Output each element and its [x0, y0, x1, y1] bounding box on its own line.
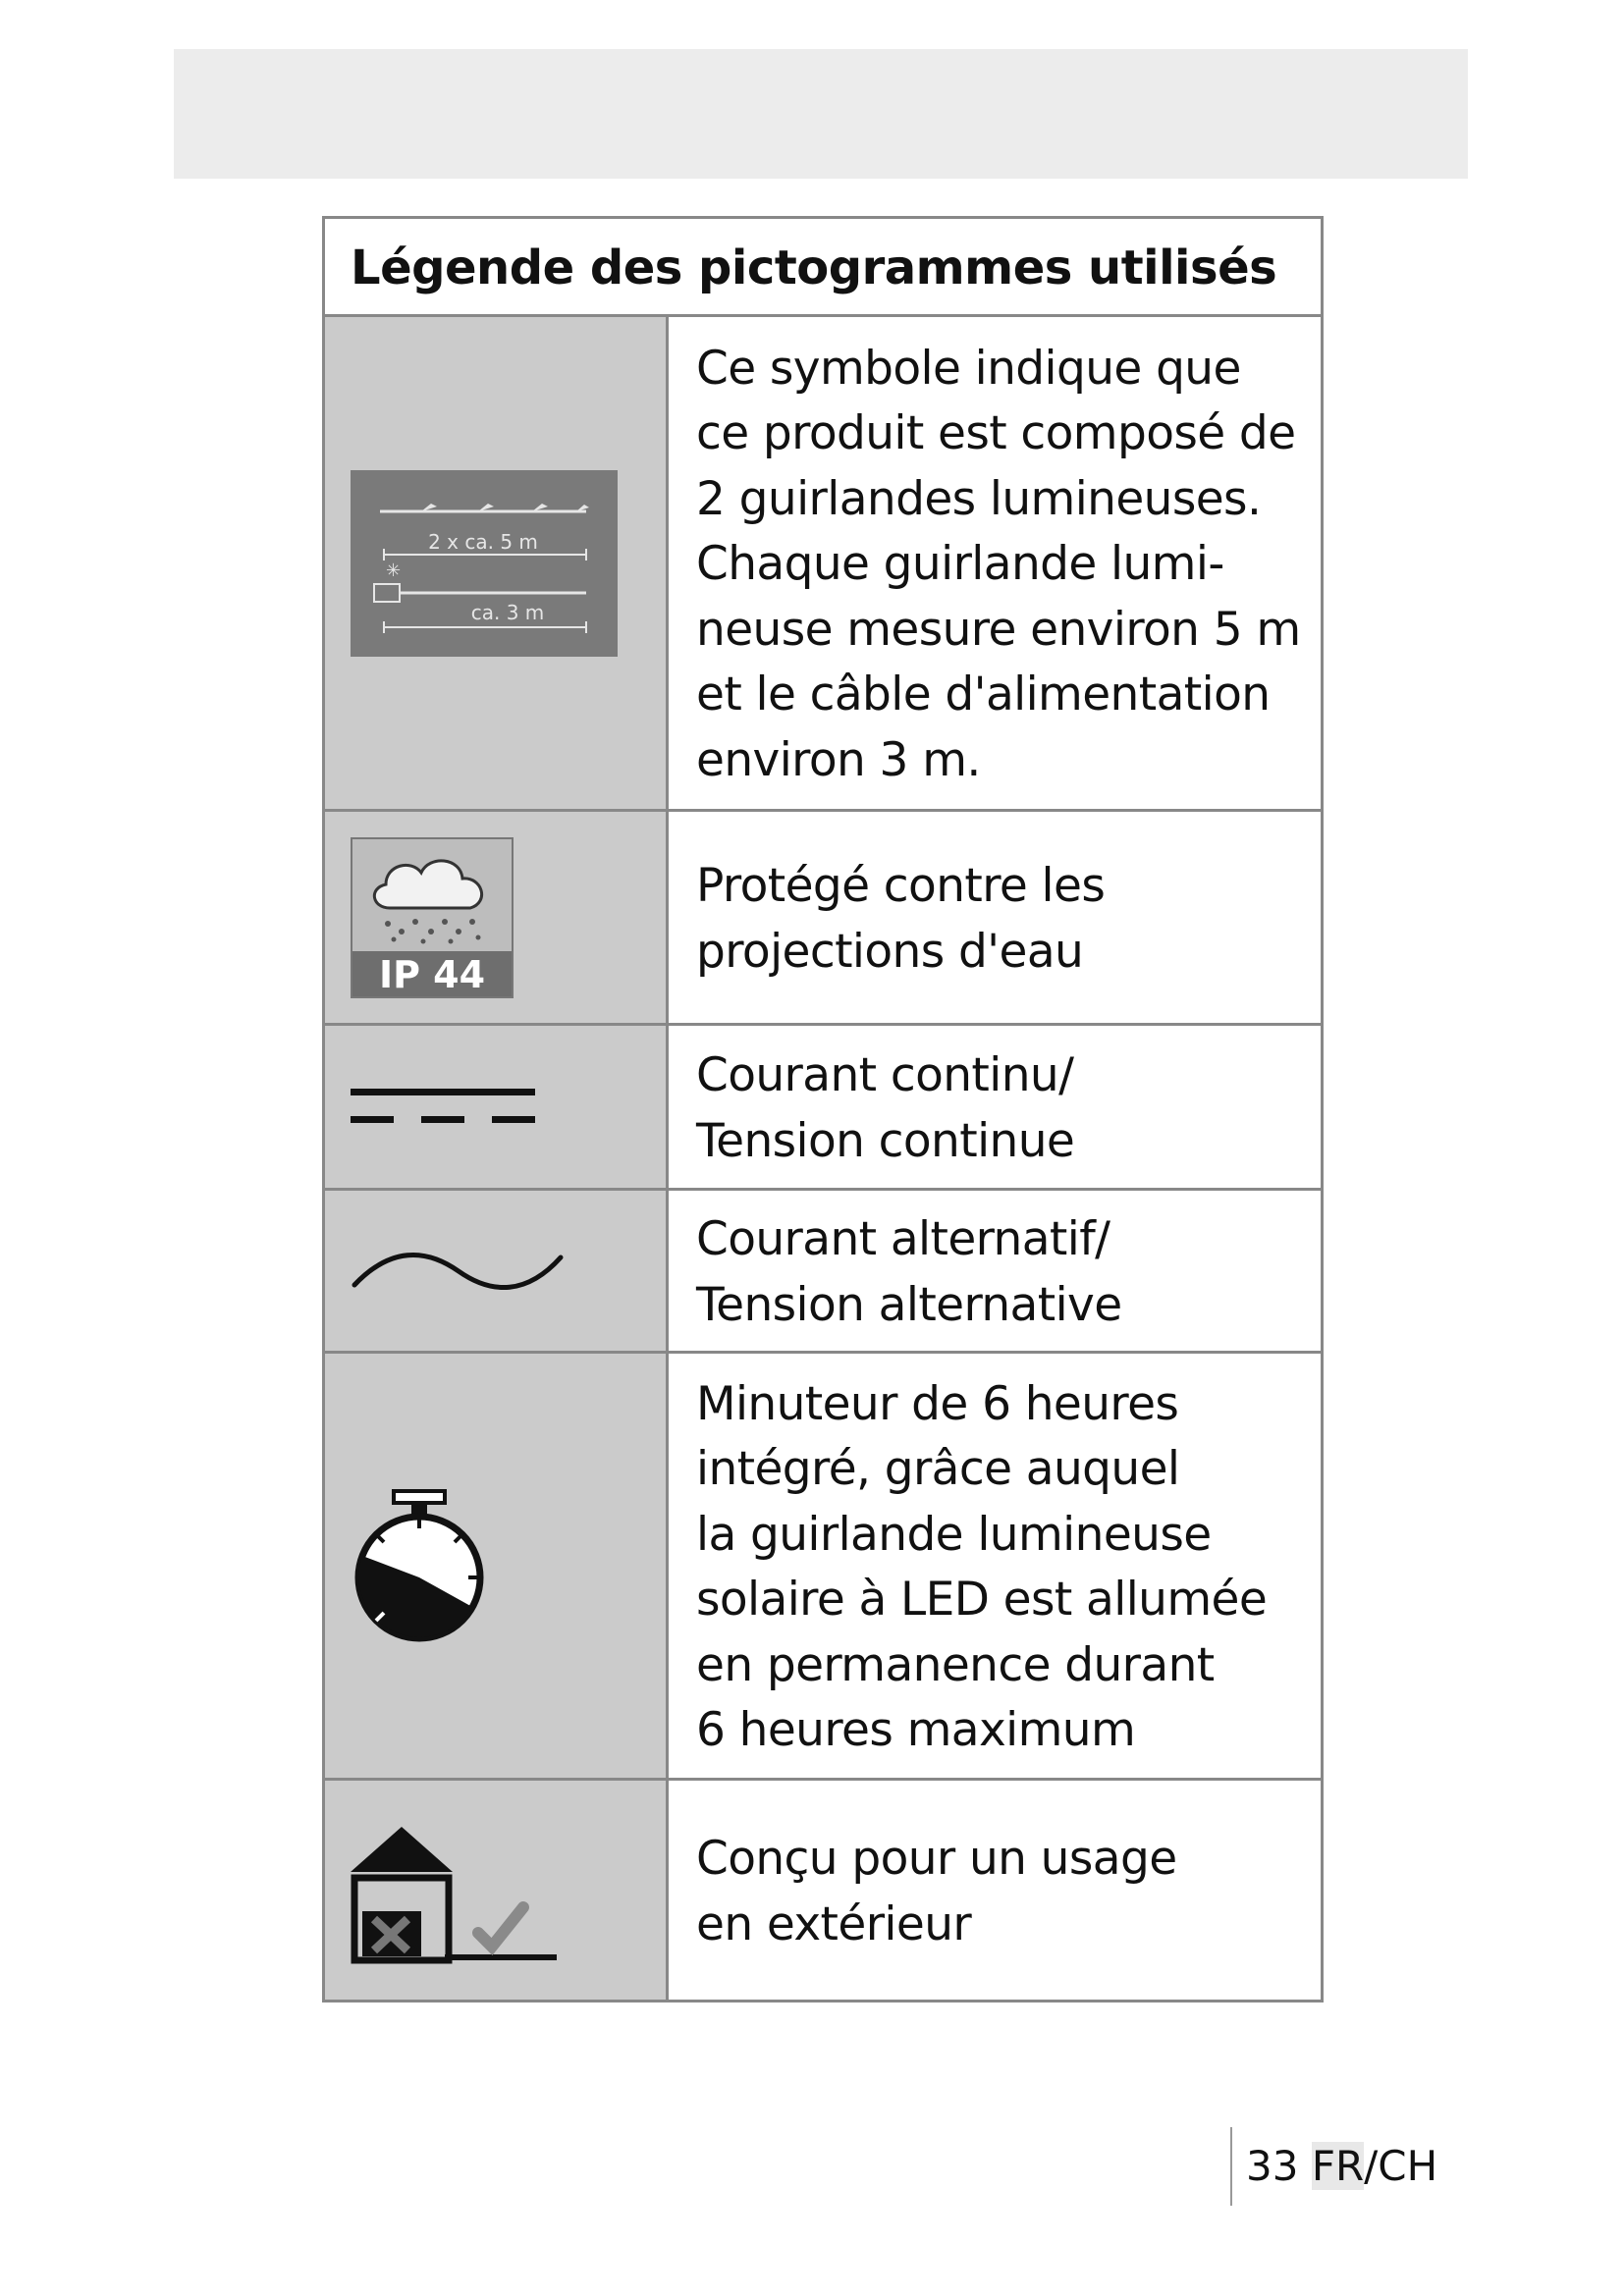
legend-text: Courant continu/ Tension continue — [696, 1048, 1075, 1168]
ip44-rain-cloud-icon — [351, 837, 514, 998]
legend-row-ip44 — [325, 812, 1321, 1026]
legend-row-alternating-current — [325, 1191, 1321, 1354]
svg-text:✳: ✳ — [386, 560, 402, 581]
icon-cell — [325, 1191, 669, 1351]
page-number-value: 33 — [1246, 2142, 1299, 2190]
alternating-current-icon — [351, 1242, 567, 1301]
legend-row-timer — [325, 1354, 1321, 1781]
legend-text: Protégé contre les projections d'eau — [696, 859, 1106, 979]
icon-cell — [325, 1354, 669, 1778]
icon-cell — [325, 317, 669, 809]
light-string-length-label: 2 x ca. 5 m — [428, 529, 538, 554]
pictogram-legend-table — [322, 216, 1324, 2002]
legend-row-direct-current — [325, 1026, 1321, 1191]
light-string-length-icon — [351, 470, 618, 657]
legend-text: Minuteur de 6 heures intégré, grâce auquel la guirlande lumineuse solaire à LED est allumée en permanence durant 6 heures maximum — [696, 1376, 1268, 1757]
cable-length-label: ca. 3 m — [470, 600, 545, 624]
icon-cell — [325, 812, 669, 1023]
page-number — [1230, 2127, 1437, 2206]
legend-text: Ce symbole indique que ce produit est composé de 2 guirlandes lumineuses. Chaque guirlande lumi- neuse mesure environ 5 m et le câble d'alimentation environ 3 m. — [696, 341, 1301, 787]
legend-title: Légende des pictogrammes utilisés — [325, 219, 1321, 317]
legend-text: Courant alternatif/ Tension alternative — [696, 1212, 1122, 1332]
legend-text: Conçu pour un usage en extérieur — [696, 1832, 1177, 1951]
icon-cell — [325, 1026, 669, 1188]
outdoor-use-icon — [351, 1817, 559, 1964]
locale-prefix: FR — [1311, 2142, 1365, 2190]
locale-suffix: /CH — [1364, 2142, 1438, 2190]
icon-cell — [325, 1781, 669, 2000]
legend-row-outdoor-use — [325, 1781, 1321, 2000]
ip44-label: IP 44 — [378, 952, 486, 996]
legend-row-light-string — [325, 317, 1321, 812]
stopwatch-timer-icon — [351, 1487, 488, 1644]
direct-current-icon — [351, 1083, 537, 1132]
header-bar — [174, 49, 1468, 179]
